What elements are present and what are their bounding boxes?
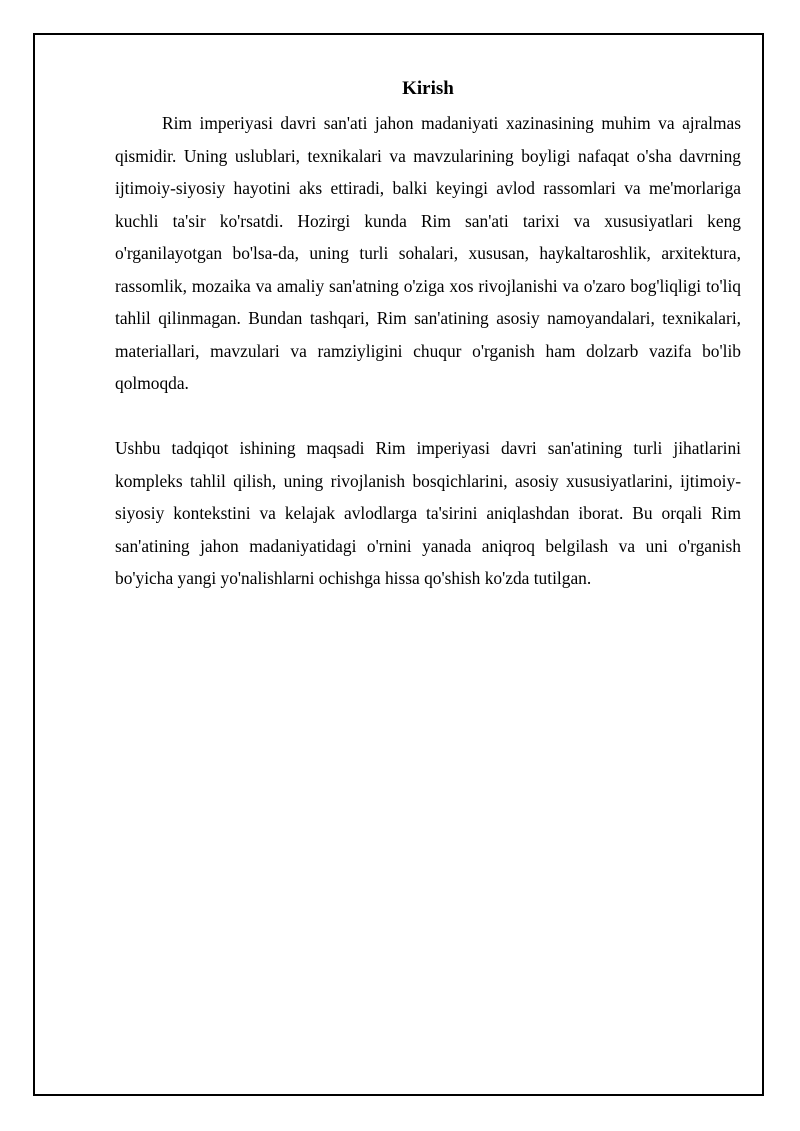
paragraph-intro: Rim imperiyasi davri san'ati jahon madaniyati xazinasining muhim va ajralmas qismidir. Uning uslublari, texnikalari va mavzularining boyligi nafaqat o'sha davrning ijtimoiy-siyosiy hayotini aks ettiradi, balki keyingi avlod rassomlari va me'morlariga kuchli ta'sir ko'rsatdi. Hozirgi kunda Rim san'ati tarixi va xususiyatlari keng o'rganilayotgan bo'lsa-da, uning turli sohalari, xususan, haykaltaroshlik, arxitektura, rassomlik, mozaika va amaliy san'atning o'ziga xos rivojlanishi va o'zaro bog'liqligi to'liq tahlil qilinmagan. Bundan tashqari, Rim san'atining asosiy namoyandalari, texnikalari, materiallari, mavzulari va ramziyligini chuqur o'rganish ham dolzarb vazifa bo'lib qolmoqda. [115, 113, 741, 393]
document-body [115, 78, 741, 595]
document-heading: Kirish [402, 78, 454, 99]
paragraph-aim: Ushbu tadqiqot ishining maqsadi Rim imperiyasi davri san'atining turli jihatlarini kompleks tahlil qilish, uning rivojlanish bosqichlarini, asosiy xususiyatlarini, ijtimoiy-siyosiy kontekstini va kelajak avlodlarga ta'sirini aniqlashdan iborat. Bu orqali Rim san'atining jahon madaniyatidagi o'rnini yanada aniqroq belgilash va uni o'rganish bo'yicha yangi yo'nalishlarni ochishga hissa qo'shish ko'zda tutilgan. [115, 438, 741, 588]
